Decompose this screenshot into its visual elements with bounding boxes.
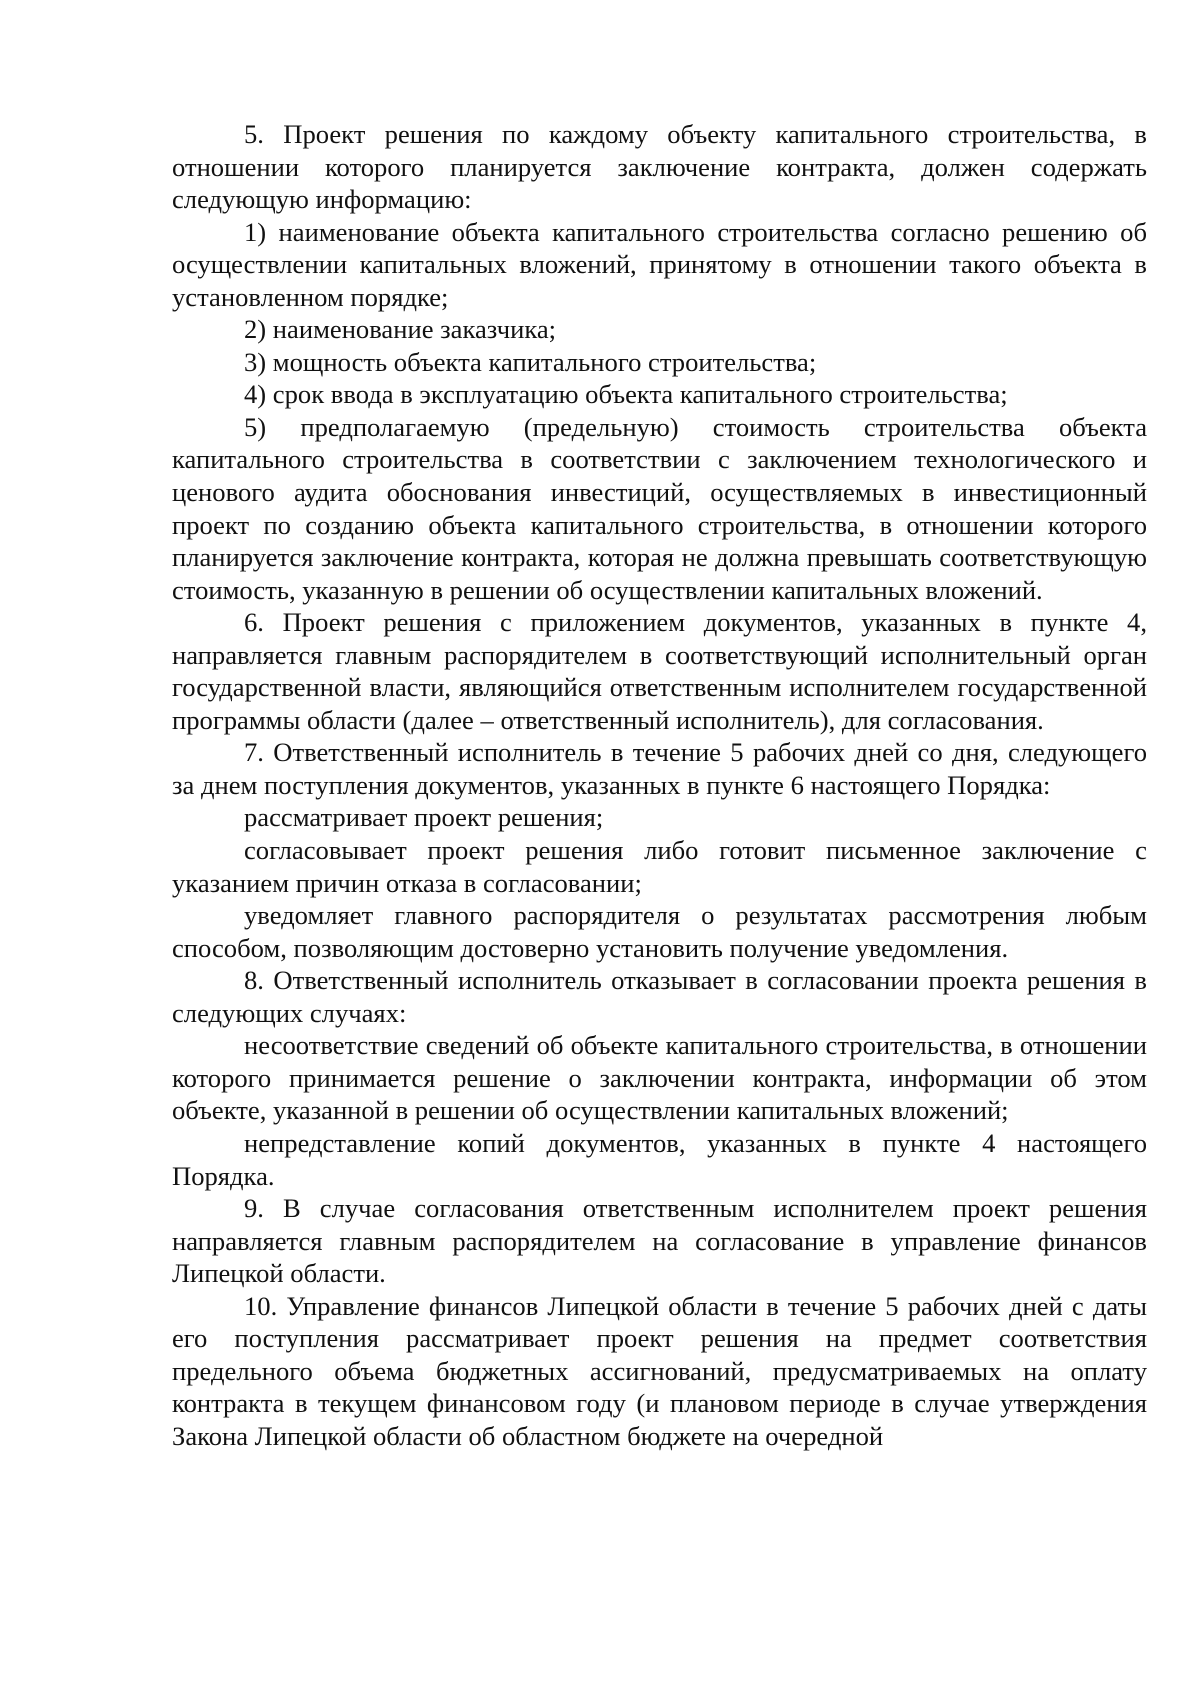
- paragraph-subitem-4: 4) срок ввода в эксплуатацию объекта капитального строительства;: [244, 379, 1008, 410]
- paragraph-subitem-2: 2) наименование заказчика;: [244, 314, 557, 345]
- paragraph-item-7-action-3: уведомляет главного распорядителя о результатах рассмотрения любым способом, позволяющим достоверно установить получение уведомления.: [172, 900, 1147, 963]
- paragraph-item-5: 5. Проект решения по каждому объекту капитального строительства, в отношении которого планируется заключение контракта, должен содержать следующую информацию:: [172, 119, 1147, 215]
- paragraph-item-8-case-1: несоответствие сведений об объекте капитального строительства, в отношении которого принимается решение о заключении контракта, информации об этом объекте, указанной в решении об осуществлении капитальных вложений;: [172, 1030, 1147, 1126]
- paragraph-item-7-action-1: рассматривает проект решения;: [244, 802, 604, 833]
- paragraph-item-7-action-2: согласовывает проект решения либо готовит письменное заключение с указанием причин отказа в согласовании;: [172, 835, 1147, 898]
- paragraph-item-8: 8. Ответственный исполнитель отказывает в согласовании проекта решения в следующих случаях:: [172, 965, 1147, 1028]
- paragraph-subitem-1: 1) наименование объекта капитального строительства согласно решению об осуществлении капитальных вложений, принятому в отношении такого объекта в установленном порядке;: [172, 216, 1147, 312]
- paragraph-subitem-3: 3) мощность объекта капитального строительства;: [244, 346, 817, 377]
- paragraph-item-7: 7. Ответственный исполнитель в течение 5 рабочих дней со дня, следующего за днем поступления документов, указанных в пункте 6 настоящего Порядка:: [172, 737, 1147, 800]
- paragraph-item-9: 9. В случае согласования ответственным исполнителем проект решения направляется главным распорядителем на согласование в управление финансов Липецкой области.: [172, 1193, 1147, 1289]
- paragraph-subitem-5: 5) предполагаемую (предельную) стоимость строительства объекта капитального строительства в соответствии с заключением технологического и ценового аудита обоснования инвестиций, осуществляемых в инвестиционный проект по созданию объекта капитального строительства, в отношении которого планируется заключение контракта, которая не должна превышать соответствующую стоимость, указанную в решении об осуществлении капитальных вложений.: [172, 411, 1147, 605]
- paragraph-item-6: 6. Проект решения с приложением документов, указанных в пункте 4, направляется главным распорядителем в соответствующий исполнительный орган государственной власти, являющийся ответственным исполнителем государственной программы области (далее – ответственный исполнитель), для согласования.: [172, 607, 1147, 735]
- paragraph-item-8-case-2: непредставление копий документов, указанных в пункте 4 настоящего Порядка.: [172, 1127, 1147, 1191]
- document-body: [172, 118, 1147, 1452]
- paragraph-item-10: 10. Управление финансов Липецкой области в течение 5 рабочих дней с даты его поступления рассматривает проект решения на предмет соответствия предельного объема бюджетных ассигнований, предусматриваемых на оплату контракта в текущем финансовом году (и плановом периоде в случае утверждения Закона Липецкой области об областном бюджете на очередной: [172, 1290, 1147, 1451]
